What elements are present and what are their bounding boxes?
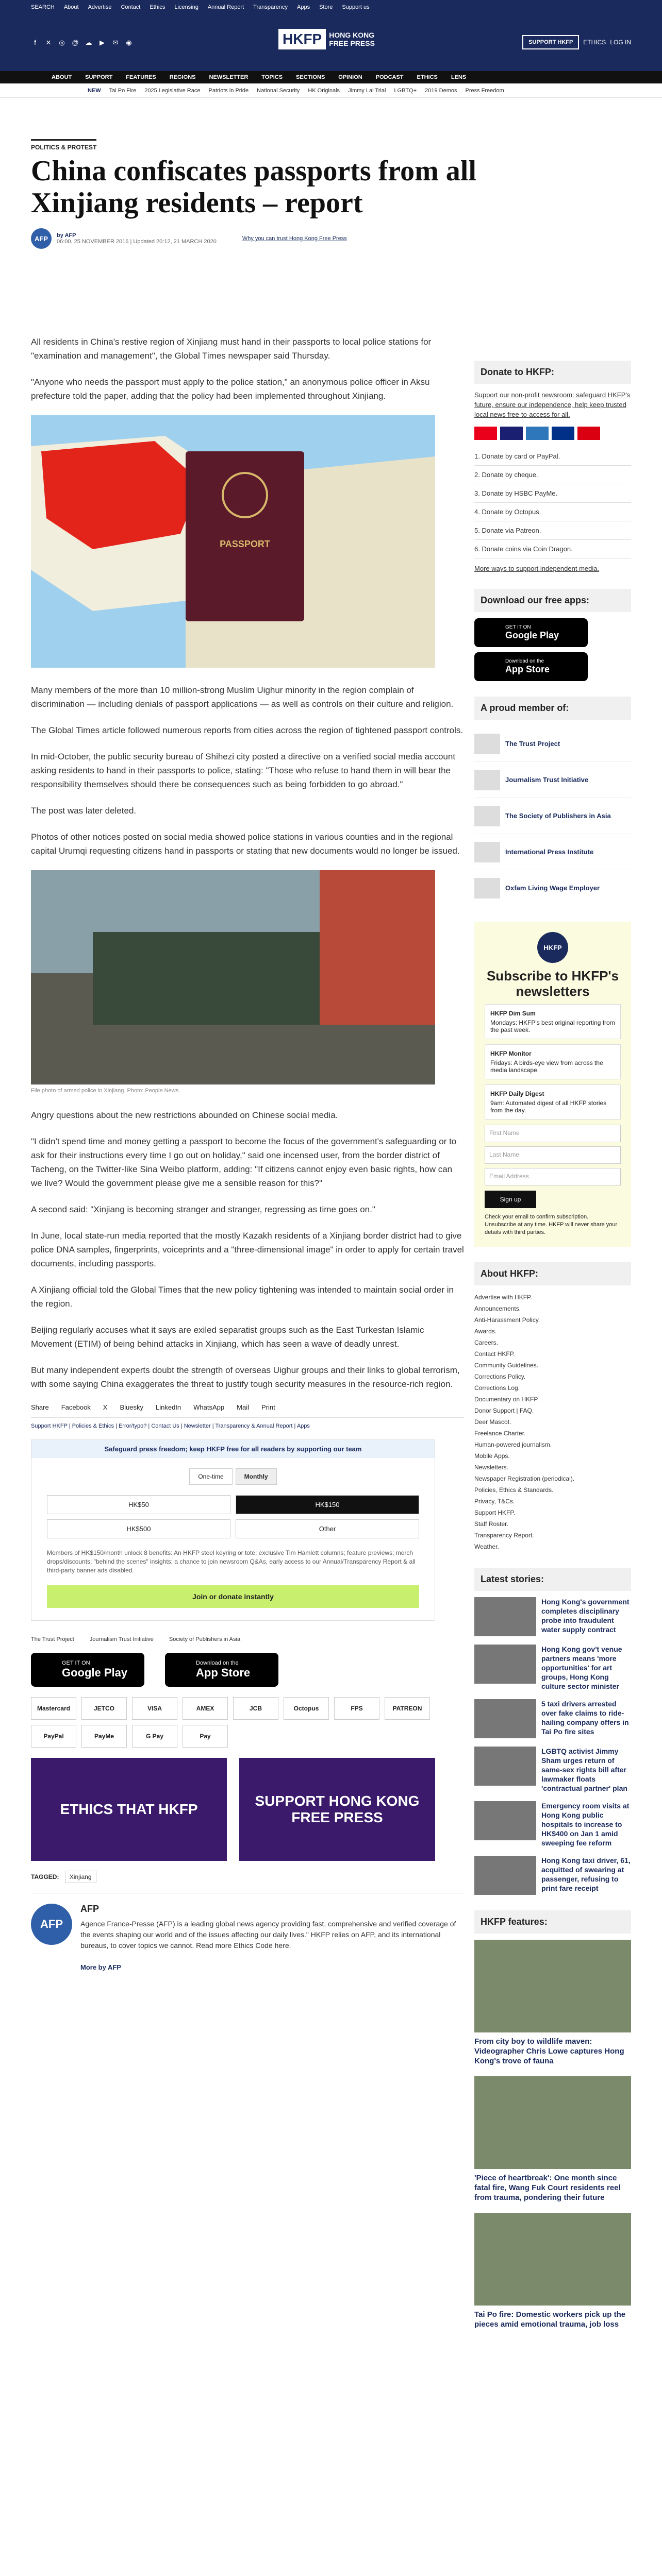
paypal-icon bbox=[552, 427, 574, 440]
about-link[interactable]: Weather. bbox=[474, 1543, 499, 1550]
about-link[interactable]: Support HKFP. bbox=[474, 1509, 516, 1516]
nav-lens[interactable]: LENS bbox=[451, 74, 467, 80]
trending-label: NEW bbox=[88, 87, 101, 94]
feature-story[interactable] bbox=[474, 2076, 631, 2202]
feature-image bbox=[474, 2076, 631, 2169]
trending-item[interactable]: HK Originals bbox=[308, 87, 340, 94]
about-link[interactable]: Policies, Ethics & Standards. bbox=[474, 1486, 554, 1494]
topbar-advertise[interactable]: Advertise bbox=[88, 4, 112, 10]
signup-button[interactable]: Sign up bbox=[485, 1191, 536, 1208]
donate-section bbox=[474, 361, 631, 573]
partner-logos bbox=[31, 1636, 464, 1642]
jetco-icon[interactable]: JETCO bbox=[81, 1697, 127, 1720]
author-bio: Agence France-Presse (AFP) is a leading global news agency providing fast, comprehensive and verified coverage of the events shaping our world and of the issues affecting our daily lives." HKFP relies on AFP, and its international bureaus, to cover topics we cannot. Read more Ethics Code here. bbox=[80, 1920, 456, 1950]
amount-option[interactable]: Other bbox=[236, 1519, 419, 1538]
member-logo[interactable]: International Press Institute bbox=[474, 834, 631, 870]
nav-topics[interactable]: TOPICS bbox=[261, 74, 283, 80]
sopa-logo[interactable]: Society of Publishers in Asia bbox=[169, 1636, 241, 1642]
site-header bbox=[0, 14, 662, 71]
story-title[interactable]: Emergency room visits at Hong Kong public hospitals to increase to HK$400 on Jan 1 amid sweeping fee reform bbox=[541, 1802, 630, 1847]
about-link[interactable]: Anti-Harassment Policy. bbox=[474, 1316, 540, 1324]
last-name-field[interactable]: Last Name bbox=[485, 1146, 621, 1164]
about-link[interactable]: Community Guidelines. bbox=[474, 1362, 539, 1369]
share-facebook[interactable]: Facebook bbox=[61, 1403, 91, 1411]
donate-heading: Donate to HKFP: bbox=[474, 361, 631, 384]
latest-story[interactable] bbox=[474, 1699, 631, 1738]
feature-image bbox=[474, 1940, 631, 2032]
promo-banners bbox=[31, 1758, 464, 1861]
facebook-icon[interactable]: f bbox=[34, 39, 36, 46]
latest-section bbox=[474, 1568, 631, 1895]
share-x[interactable]: X bbox=[103, 1403, 108, 1411]
about-link[interactable]: Newsletters. bbox=[474, 1464, 509, 1471]
topbar-licensing[interactable]: Licensing bbox=[174, 4, 198, 10]
story-title[interactable]: 5 taxi drivers arrested over fake claims to ride-hailing company offers in Tai Po fire sites bbox=[541, 1700, 629, 1736]
trending-item[interactable]: 2019 Demos bbox=[425, 87, 457, 94]
feature-title[interactable]: From city boy to wildlife maven: Videographer Chris Lowe captures Hong Kong's trove of fauna bbox=[474, 2037, 624, 2065]
app-store-button[interactable]: Download on the App Store bbox=[165, 1653, 278, 1687]
x-icon[interactable]: ✕ bbox=[45, 39, 52, 46]
category-label[interactable]: POLITICS & PROTEST bbox=[31, 139, 96, 151]
police-photo-illustration bbox=[31, 870, 435, 1084]
instagram-icon[interactable]: ◎ bbox=[59, 39, 65, 46]
about-link[interactable]: Transparency Report. bbox=[474, 1532, 534, 1539]
article-title: China confiscates passports from all Xinjiang residents – report bbox=[31, 155, 476, 219]
paragraph: In mid-October, the public security bureau of Shihezi city posted a directive on a verified social media account asking residents to hand in their passports to police, stating: "Those who refuse to hand them in will bear the responsibility themselves should there be consequences such as being forbidden to go abroad." bbox=[31, 752, 456, 789]
donate-widget bbox=[31, 1439, 435, 1621]
paypal-icon[interactable]: PayPal bbox=[31, 1725, 76, 1748]
one-time-tab[interactable]: One-time bbox=[189, 1468, 232, 1485]
newsletter-option[interactable]: HKFP Dim Sum Mondays: HKFP's best original reporting from the past week. bbox=[485, 1004, 621, 1039]
member-logo[interactable]: The Society of Publishers in Asia bbox=[474, 798, 631, 834]
gpay-icon[interactable]: G Pay bbox=[132, 1725, 177, 1748]
paragraph: Beijing regularly accuses what it says are exiled separatist groups such as the East Turkestan Islamic Movement (ETIM) of being behind attacks in Xinjiang, which has seen a wave of deadly unrest. bbox=[31, 1325, 424, 1349]
apps-heading: Download our free apps: bbox=[474, 589, 631, 612]
nav-about[interactable]: ABOUT bbox=[52, 74, 72, 80]
mastercard-icon[interactable]: Mastercard bbox=[31, 1697, 76, 1720]
author-box bbox=[31, 1893, 464, 1971]
google-play-button[interactable]: GET IT ON Google Play bbox=[474, 618, 588, 647]
about-link[interactable]: Donor Support | FAQ. bbox=[474, 1407, 534, 1414]
logo-text: HONG KONG FREE PRESS bbox=[329, 31, 375, 47]
features-heading: HKFP features: bbox=[474, 1910, 631, 1934]
member-logo[interactable]: Oxfam Living Wage Employer bbox=[474, 870, 631, 906]
share-bar bbox=[31, 1403, 464, 1418]
paragraph: All residents in China's restive region of Xinjiang must hand in their passports to local police stations for "examination and management", the Global Times newspaper said Thursday. bbox=[31, 337, 432, 361]
share-whatsapp[interactable]: WhatsApp bbox=[193, 1403, 225, 1411]
paragraph: "Anyone who needs the passport must apply to the police station," an anonymous police officer in Aksu prefecture told the paper, adding that the policy had been implemented throughout Xinjiang. bbox=[31, 377, 430, 401]
topbar-apps[interactable]: Apps bbox=[297, 4, 310, 10]
member-logo[interactable]: The Trust Project bbox=[474, 726, 631, 762]
apps-section bbox=[474, 589, 631, 681]
nav-opinion[interactable]: OPINION bbox=[338, 74, 362, 80]
email-field[interactable]: Email Address bbox=[485, 1168, 621, 1185]
amex-icon[interactable]: AMEX bbox=[183, 1697, 228, 1720]
paragraph: "I didn't spend time and money getting a passport to become the focus of the government's safeguarding or to ask for their instructions every time I go out on holiday," said one incensed user, from the border district of Tacheng, on the Twitter-like Sina Weibo platform, adding: "If citizens cannot enjoy even basic rights, how can we live? Would the government please give me a sensible reason for this?" bbox=[31, 1137, 457, 1188]
topbar-support[interactable]: Support us bbox=[342, 4, 370, 10]
share-mail[interactable]: Mail bbox=[237, 1403, 249, 1411]
nav-podcast[interactable]: PODCAST bbox=[375, 74, 404, 80]
monthly-tab[interactable]: Monthly bbox=[236, 1468, 277, 1485]
feature-title[interactable]: 'Piece of heartbreak': One month since fatal fire, Wang Fuk Court residents reel from trauma, pondering their future bbox=[474, 2174, 621, 2202]
donate-method[interactable]: 1. Donate by card or PayPal. bbox=[474, 447, 631, 466]
newsletter-signup bbox=[474, 922, 631, 1247]
footer-links[interactable]: Support HKFP | Policies & Ethics | Error/typo? | Contact Us | Newsletter | Transparency & Annual Report | Apps bbox=[31, 1423, 310, 1429]
ethics-promo[interactable]: ETHICS THAT HKFP bbox=[31, 1758, 227, 1861]
topbar-store[interactable]: Store bbox=[319, 4, 333, 10]
donate-method[interactable]: 5. Donate via Patreon. bbox=[474, 521, 631, 540]
story-title[interactable]: Hong Kong gov't venue partners means 'more opportunities' for art groups, Hong Kong culture sector minister bbox=[541, 1645, 622, 1690]
frequency-toggle bbox=[31, 1468, 435, 1485]
threads-icon[interactable]: @ bbox=[72, 39, 79, 46]
rss-icon[interactable]: ◉ bbox=[126, 39, 132, 46]
topbar-ethics[interactable]: Ethics bbox=[150, 4, 166, 10]
newsletter-option[interactable]: HKFP Monitor Fridays: A birds-eye view from across the media landscape. bbox=[485, 1044, 621, 1079]
more-by-author[interactable]: More by AFP bbox=[80, 1963, 121, 1971]
article-body bbox=[31, 335, 464, 1971]
nav-newsletter[interactable]: NEWSLETTER bbox=[209, 74, 249, 80]
newsletter-heading: Subscribe to HKFP's newsletters bbox=[486, 968, 619, 999]
story-thumbnail bbox=[474, 1856, 536, 1895]
visa-icon[interactable]: VISA bbox=[132, 1697, 177, 1720]
donate-methods bbox=[474, 447, 631, 558]
about-link[interactable]: Corrections Policy. bbox=[474, 1373, 526, 1380]
paragraph: Angry questions about the new restrictions abounded on Chinese social media. bbox=[31, 1110, 338, 1120]
payme-icon bbox=[577, 427, 600, 440]
author-box-name[interactable]: AFP bbox=[80, 1904, 99, 1914]
article-date: 06:00, 25 NOVEMBER 2016 | Updated 20:12, 21 MARCH 2020 bbox=[57, 239, 217, 245]
trending-item[interactable]: Jimmy Lai Trial bbox=[348, 87, 386, 94]
author-name[interactable]: by AFP bbox=[57, 232, 76, 239]
about-link[interactable]: Freelance Charter. bbox=[474, 1430, 526, 1437]
latest-story[interactable] bbox=[474, 1645, 631, 1691]
ethics-link[interactable]: ETHICS bbox=[583, 39, 606, 46]
feature-story[interactable] bbox=[474, 2213, 631, 2329]
paragraph: Photos of other notices posted on social media showed police stations in various counties and in the regional capital Urumqi requesting citizens hand in passports or stating that new documents would no longer be issued. bbox=[31, 832, 460, 856]
trending-item[interactable]: 2025 Legislative Race bbox=[144, 87, 201, 94]
amount-option[interactable]: HK$150 bbox=[236, 1495, 419, 1514]
about-link[interactable]: Newspaper Registration (periodical). bbox=[474, 1475, 575, 1482]
amount-option[interactable]: HK$500 bbox=[47, 1519, 230, 1538]
payment-icons-row bbox=[474, 427, 631, 440]
about-link[interactable]: Documentary on HKFP. bbox=[474, 1396, 539, 1403]
paragraph: The Global Times article followed numerous reports from cities across the region of tightened passport controls. bbox=[31, 725, 464, 735]
feature-image bbox=[474, 2213, 631, 2306]
google-play-button[interactable]: GET IT ON Google Play bbox=[31, 1653, 144, 1687]
story-thumbnail bbox=[474, 1645, 536, 1684]
police-photo bbox=[31, 870, 435, 1084]
author-avatar[interactable]: AFP bbox=[31, 228, 52, 249]
first-name-field[interactable]: First Name bbox=[485, 1125, 621, 1142]
share-label: Share bbox=[31, 1403, 49, 1411]
support-button[interactable]: SUPPORT HKFP bbox=[522, 35, 579, 49]
more-ways-link[interactable]: More ways to support independent media. bbox=[474, 565, 600, 572]
support-promo[interactable]: SUPPORT HONG KONG FREE PRESS bbox=[239, 1758, 435, 1861]
latest-story[interactable] bbox=[474, 1856, 631, 1895]
byline bbox=[31, 228, 631, 249]
payment-methods bbox=[31, 1697, 435, 1748]
amount-option[interactable]: HK$50 bbox=[47, 1495, 230, 1514]
paragraph: The post was later deleted. bbox=[31, 806, 137, 816]
story-thumbnail bbox=[474, 1597, 536, 1636]
about-link[interactable]: Contact HKFP. bbox=[474, 1350, 515, 1358]
trust-project-logo[interactable]: The Trust Project bbox=[31, 1636, 74, 1642]
about-link[interactable]: Advertise with HKFP. bbox=[474, 1294, 532, 1301]
donate-method[interactable]: 4. Donate by Octopus. bbox=[474, 503, 631, 521]
header-actions bbox=[522, 35, 631, 49]
story-title[interactable]: Hong Kong taxi driver, 61, acquitted of swearing at passenger, refusing to print fare receipt bbox=[541, 1856, 631, 1892]
about-list bbox=[474, 1292, 631, 1552]
tag-xinjiang[interactable]: Xinjiang bbox=[65, 1871, 96, 1883]
story-thumbnail bbox=[474, 1801, 536, 1840]
emblem-icon bbox=[222, 472, 268, 518]
about-link[interactable]: Staff Roster. bbox=[474, 1520, 508, 1528]
passport-label: PASSPORT bbox=[220, 539, 270, 549]
app-stores bbox=[31, 1653, 464, 1687]
photo-caption: File photo of armed police in Xinjiang. Photo: People News. bbox=[31, 1088, 180, 1094]
paragraph: A Xinjiang official told the Global Times that the new policy tightening was intended to maintain social order in the region. bbox=[31, 1285, 454, 1309]
logo-mark: HKFP bbox=[278, 29, 326, 49]
latest-heading: Latest stories: bbox=[474, 1568, 631, 1591]
donate-method[interactable]: 3. Donate by HSBC PayMe. bbox=[474, 484, 631, 503]
newsletter-option[interactable]: HKFP Daily Digest 9am: Automated digest of all HKFP stories from the day. bbox=[485, 1084, 621, 1120]
donate-method[interactable]: 2. Donate by cheque. bbox=[474, 466, 631, 484]
about-section bbox=[474, 1262, 631, 1552]
story-thumbnail bbox=[474, 1699, 536, 1738]
jcb-icon[interactable]: JCB bbox=[233, 1697, 278, 1720]
about-link[interactable]: Human-powered journalism. bbox=[474, 1441, 552, 1448]
about-heading: About HKFP: bbox=[474, 1262, 631, 1285]
topbar-about[interactable]: About bbox=[63, 4, 79, 10]
membership-note: Members of HK$150/month unlock 8 benefits: An HKFP steel keyring or tote; exclusive Tim Hamlett columns; feature previews; merch drops/discounts; "behind the scenes" insights; a chance to join newsroom Q&As, early access to our Annual/Transparency Report & all third-party banner ads disabled. bbox=[47, 1549, 416, 1574]
tags-label: TAGGED: bbox=[31, 1873, 59, 1880]
site-logo[interactable] bbox=[278, 29, 375, 49]
passport-image bbox=[186, 451, 304, 621]
newsletter-note: Check your email to confirm subscription. Unsubscribe at any time. HKFP will never share your details with third parties. bbox=[485, 1214, 618, 1235]
about-link[interactable]: Mobile Apps. bbox=[474, 1452, 510, 1460]
search-link[interactable]: SEARCH bbox=[31, 4, 55, 10]
bluesky-icon[interactable]: ☁ bbox=[85, 39, 92, 46]
donate-title: Safeguard press freedom; keep HKFP free for all readers by supporting our team bbox=[31, 1440, 435, 1458]
top-bar bbox=[0, 0, 662, 14]
trending-item[interactable]: Patriots in Pride bbox=[208, 87, 249, 94]
paragraph: Many members of the more than 10 million-strong Muslim Uighur minority in the region complain of discrimination — including denials of passport applications — as well as controls on their culture and religion. bbox=[31, 685, 454, 709]
nav-ethics[interactable]: ETHICS bbox=[417, 74, 438, 80]
mastercard-icon bbox=[474, 427, 497, 440]
latest-story[interactable] bbox=[474, 1801, 631, 1848]
topbar-transparency[interactable]: Transparency bbox=[253, 4, 288, 10]
nav-features[interactable]: FEATURES bbox=[126, 74, 156, 80]
paragraph: A second said: "Xinjiang is becoming stranger and stranger, regressing as time goes on." bbox=[31, 1205, 375, 1214]
members-heading: A proud member of: bbox=[474, 697, 631, 720]
join-button[interactable]: Join or donate instantly bbox=[47, 1585, 419, 1608]
trust-link[interactable]: Why you can trust Hong Kong Free Press bbox=[242, 235, 347, 242]
share-bluesky[interactable]: Bluesky bbox=[120, 1403, 143, 1411]
paragraph: In June, local state-run media reported that the mostly Kazakh residents of a Xinjiang border district had to give police DNA samples, fingerprints, voiceprints and a "three-dimensional image" in order to apply for certain travel documents, including passports. bbox=[31, 1231, 464, 1268]
nav-regions[interactable]: REGIONS bbox=[169, 74, 196, 80]
story-thumbnail bbox=[474, 1747, 536, 1786]
feature-story[interactable] bbox=[474, 1940, 631, 2066]
patreon-icon[interactable]: PATREON bbox=[385, 1697, 430, 1720]
latest-story[interactable] bbox=[474, 1597, 631, 1636]
amex-icon bbox=[526, 427, 549, 440]
fps-icon[interactable]: FPS bbox=[334, 1697, 379, 1720]
about-link[interactable]: Careers. bbox=[474, 1339, 499, 1346]
topbar-annual-report[interactable]: Annual Report bbox=[207, 4, 244, 10]
hkfp-badge: HKFP bbox=[537, 932, 568, 963]
feature-title[interactable]: Tai Po fire: Domestic workers pick up the pieces amid emotional trauma, job loss bbox=[474, 2310, 626, 2329]
members-section bbox=[474, 697, 631, 906]
email-icon[interactable]: ✉ bbox=[112, 39, 119, 46]
map-passport-image bbox=[31, 415, 435, 668]
amount-options bbox=[31, 1495, 435, 1538]
about-link[interactable]: Deer Mascot. bbox=[474, 1418, 511, 1426]
login-link[interactable]: LOG IN bbox=[610, 39, 631, 46]
share-print[interactable]: Print bbox=[261, 1403, 275, 1411]
story-title[interactable]: Hong Kong's government completes disciplinary probe into fraudulent water supply contract bbox=[541, 1598, 630, 1634]
topbar-contact[interactable]: Contact bbox=[121, 4, 141, 10]
paragraph: But many independent experts doubt the strength of overseas Uighur groups and their links to global terrorism, with some saying China exaggerates the threat to justify tough security measures in the resource-rich region. bbox=[31, 1365, 460, 1389]
member-logo[interactable]: Journalism Trust Initiative bbox=[474, 762, 631, 798]
about-link[interactable]: Announcements. bbox=[474, 1305, 521, 1312]
donate-method[interactable]: 6. Donate coins via Coin Dragon. bbox=[474, 540, 631, 558]
app-store-button[interactable]: Download on the App Store bbox=[474, 652, 588, 681]
applepay-icon[interactable]: Pay bbox=[183, 1725, 228, 1748]
octopus-icon[interactable]: Octopus bbox=[284, 1697, 329, 1720]
about-link[interactable]: Awards. bbox=[474, 1328, 497, 1335]
nav-sections[interactable]: SECTIONS bbox=[296, 74, 325, 80]
main-nav bbox=[0, 71, 662, 83]
jti-logo[interactable]: Journalism Trust Initiative bbox=[89, 1636, 154, 1642]
about-link[interactable]: Privacy, T&Cs. bbox=[474, 1498, 515, 1505]
trending-bar bbox=[0, 83, 662, 98]
main-content bbox=[31, 139, 631, 2329]
social-links bbox=[31, 39, 133, 47]
trending-item[interactable]: National Security bbox=[257, 87, 300, 94]
visa-icon bbox=[500, 427, 523, 440]
donate-text[interactable]: Support our non-profit newsroom: safeguard HKFP's future, ensure our independence, help keep trusted local news free-to-access for all. bbox=[474, 391, 631, 418]
youtube-icon[interactable]: ▶ bbox=[100, 39, 105, 46]
features-section bbox=[474, 1910, 631, 2329]
share-linkedin[interactable]: LinkedIn bbox=[156, 1403, 181, 1411]
trending-item[interactable]: Tai Po Fire bbox=[109, 87, 137, 94]
latest-story[interactable] bbox=[474, 1747, 631, 1793]
nav-support[interactable]: SUPPORT bbox=[85, 74, 113, 80]
story-title[interactable]: LGBTQ activist Jimmy Sham urges return of same-sex rights bill after lawmaker floats 'contractual partner' plan bbox=[541, 1747, 627, 1792]
sidebar bbox=[474, 361, 631, 2345]
tags bbox=[31, 1873, 464, 1880]
trending-item[interactable]: Press Freedom bbox=[465, 87, 504, 94]
author-box-avatar[interactable]: AFP bbox=[31, 1904, 72, 1945]
trending-item[interactable]: LGBTQ+ bbox=[394, 87, 417, 94]
about-link[interactable]: Corrections Log. bbox=[474, 1384, 520, 1392]
payme-icon[interactable]: PayMe bbox=[81, 1725, 127, 1748]
